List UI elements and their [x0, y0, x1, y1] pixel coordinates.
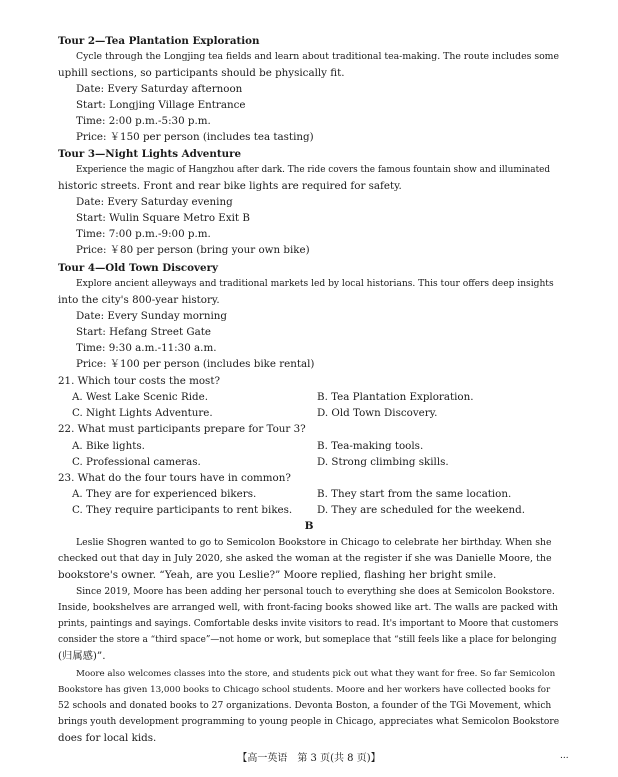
passage-p2-line1: Since 2019, Moore has been adding her personal touch to everything she does at Semicolon Bookstore. [76, 587, 555, 597]
passage-p1-line3: bookstore's owner. “Yeah, are you Leslie?” Moore replied, flashing her bright smile. [58, 569, 497, 581]
tour2-time: Time: 2:00 p.m.-5:30 p.m. [76, 115, 211, 127]
passage-p2-line4: consider the store a “third space”—not home or work, but someplace that “still feels like a place for belonging [58, 635, 557, 645]
section-b-heading: B [304, 520, 314, 532]
tour3-date: Date: Every Saturday evening [76, 196, 233, 208]
q23-option-a: A. They are for experienced bikers. [72, 488, 257, 500]
tour3-description: Experience the magic of Hangzhou after dark. The ride covers the famous fountain show and illuminated [76, 165, 551, 175]
tour2-start: Start: Longjing Village Entrance [76, 99, 246, 111]
tour4-time: Time: 9:30 a.m.-11:30 a.m. [76, 342, 217, 354]
page-footer: 【高一英语 第 3 页(共 8 页)】 [237, 753, 381, 764]
tour4-title: Tour 4—Old Town Discovery [58, 262, 218, 274]
tour4-date: Date: Every Sunday morning [76, 310, 227, 322]
question-21: 21. Which tour costs the most? [58, 375, 220, 387]
tour3-price: Price: ￥80 per person (bring your own bike) [76, 244, 310, 256]
q23-option-d: D. They are scheduled for the weekend. [317, 504, 525, 516]
passage-p3-line2: Bookstore has given 13,000 books to Chicago school students. Moore and her workers have collected books for [58, 685, 551, 695]
passage-p2-line2: Inside, bookshelves are arranged well, with front-facing books showed like art. The walls are packed with [58, 602, 558, 613]
tour2-description-cont: uphill sections, so participants should be physically fit. [58, 67, 345, 79]
q21-option-c: C. Night Lights Adventure. [72, 407, 213, 419]
tour2-date: Date: Every Saturday afternoon [76, 83, 243, 95]
q22-option-b: B. Tea-making tools. [317, 440, 424, 452]
tour2-description: Cycle through the Longjing tea fields and learn about traditional tea-making. The route includes some [76, 51, 560, 62]
tour2-price: Price: ￥150 per person (includes tea tasting) [76, 131, 314, 143]
tour2-title: Tour 2—Tea Plantation Exploration [58, 35, 260, 47]
tour4-description-cont: into the city's 800-year history. [58, 294, 220, 306]
passage-p1-line1: Leslie Shogren wanted to go to Semicolon Bookstore in Chicago to celebrate her birthday. When she [76, 537, 552, 548]
passage-p3-line4: brings youth development programming to young people in Chicago, appreciates what Semicolon Bookstore [58, 717, 560, 727]
q21-option-a: A. West Lake Scenic Ride. [72, 391, 208, 403]
passage-p2-line5: (归属感)”. [58, 650, 106, 662]
q21-option-d: D. Old Town Discovery. [317, 407, 438, 419]
tour4-price: Price: ￥100 per person (includes bike rental) [76, 358, 315, 370]
passage-p3-line5: does for local kids. [58, 732, 157, 744]
q22-option-a: A. Bike lights. [72, 440, 145, 452]
q22-option-c: C. Professional cameras. [72, 456, 201, 468]
q21-option-b: B. Tea Plantation Exploration. [317, 391, 474, 403]
tour3-title: Tour 3—Night Lights Adventure [58, 148, 242, 160]
tour3-start: Start: Wulin Square Metro Exit B [76, 212, 250, 224]
tour4-description: Explore ancient alleyways and traditional markets led by local historians. This tour offers deep insights [76, 279, 554, 289]
q23-option-c: C. They require participants to rent bikes. [72, 504, 293, 516]
passage-p2-line3: prints, paintings and sayings. Comfortable desks invite visitors to read. It's important to Moore that customers [58, 619, 559, 629]
passage-p3-line3: 52 schools and donated books to 27 organizations. Devonta Boston, a founder of the TGi Movement, which [58, 701, 552, 711]
tour4-start: Start: Hefang Street Gate [76, 326, 211, 338]
passage-p1-line2: checked out that day in July 2020, she asked the woman at the register if she was Danielle Moore, the [58, 553, 552, 564]
footer-mark: ... [560, 751, 569, 761]
passage-p3-line1: Moore also welcomes classes into the store, and students pick out what they want for free. So far Semicolon [76, 669, 556, 679]
tour3-time: Time: 7:00 p.m.-9:00 p.m. [76, 228, 211, 240]
tour3-description-cont: historic streets. Front and rear bike lights are required for safety. [58, 180, 402, 192]
q23-option-b: B. They start from the same location. [317, 488, 512, 500]
question-23: 23. What do the four tours have in common? [58, 472, 291, 484]
q22-option-d: D. Strong climbing skills. [317, 456, 449, 468]
question-22: 22. What must participants prepare for Tour 3? [58, 423, 306, 435]
